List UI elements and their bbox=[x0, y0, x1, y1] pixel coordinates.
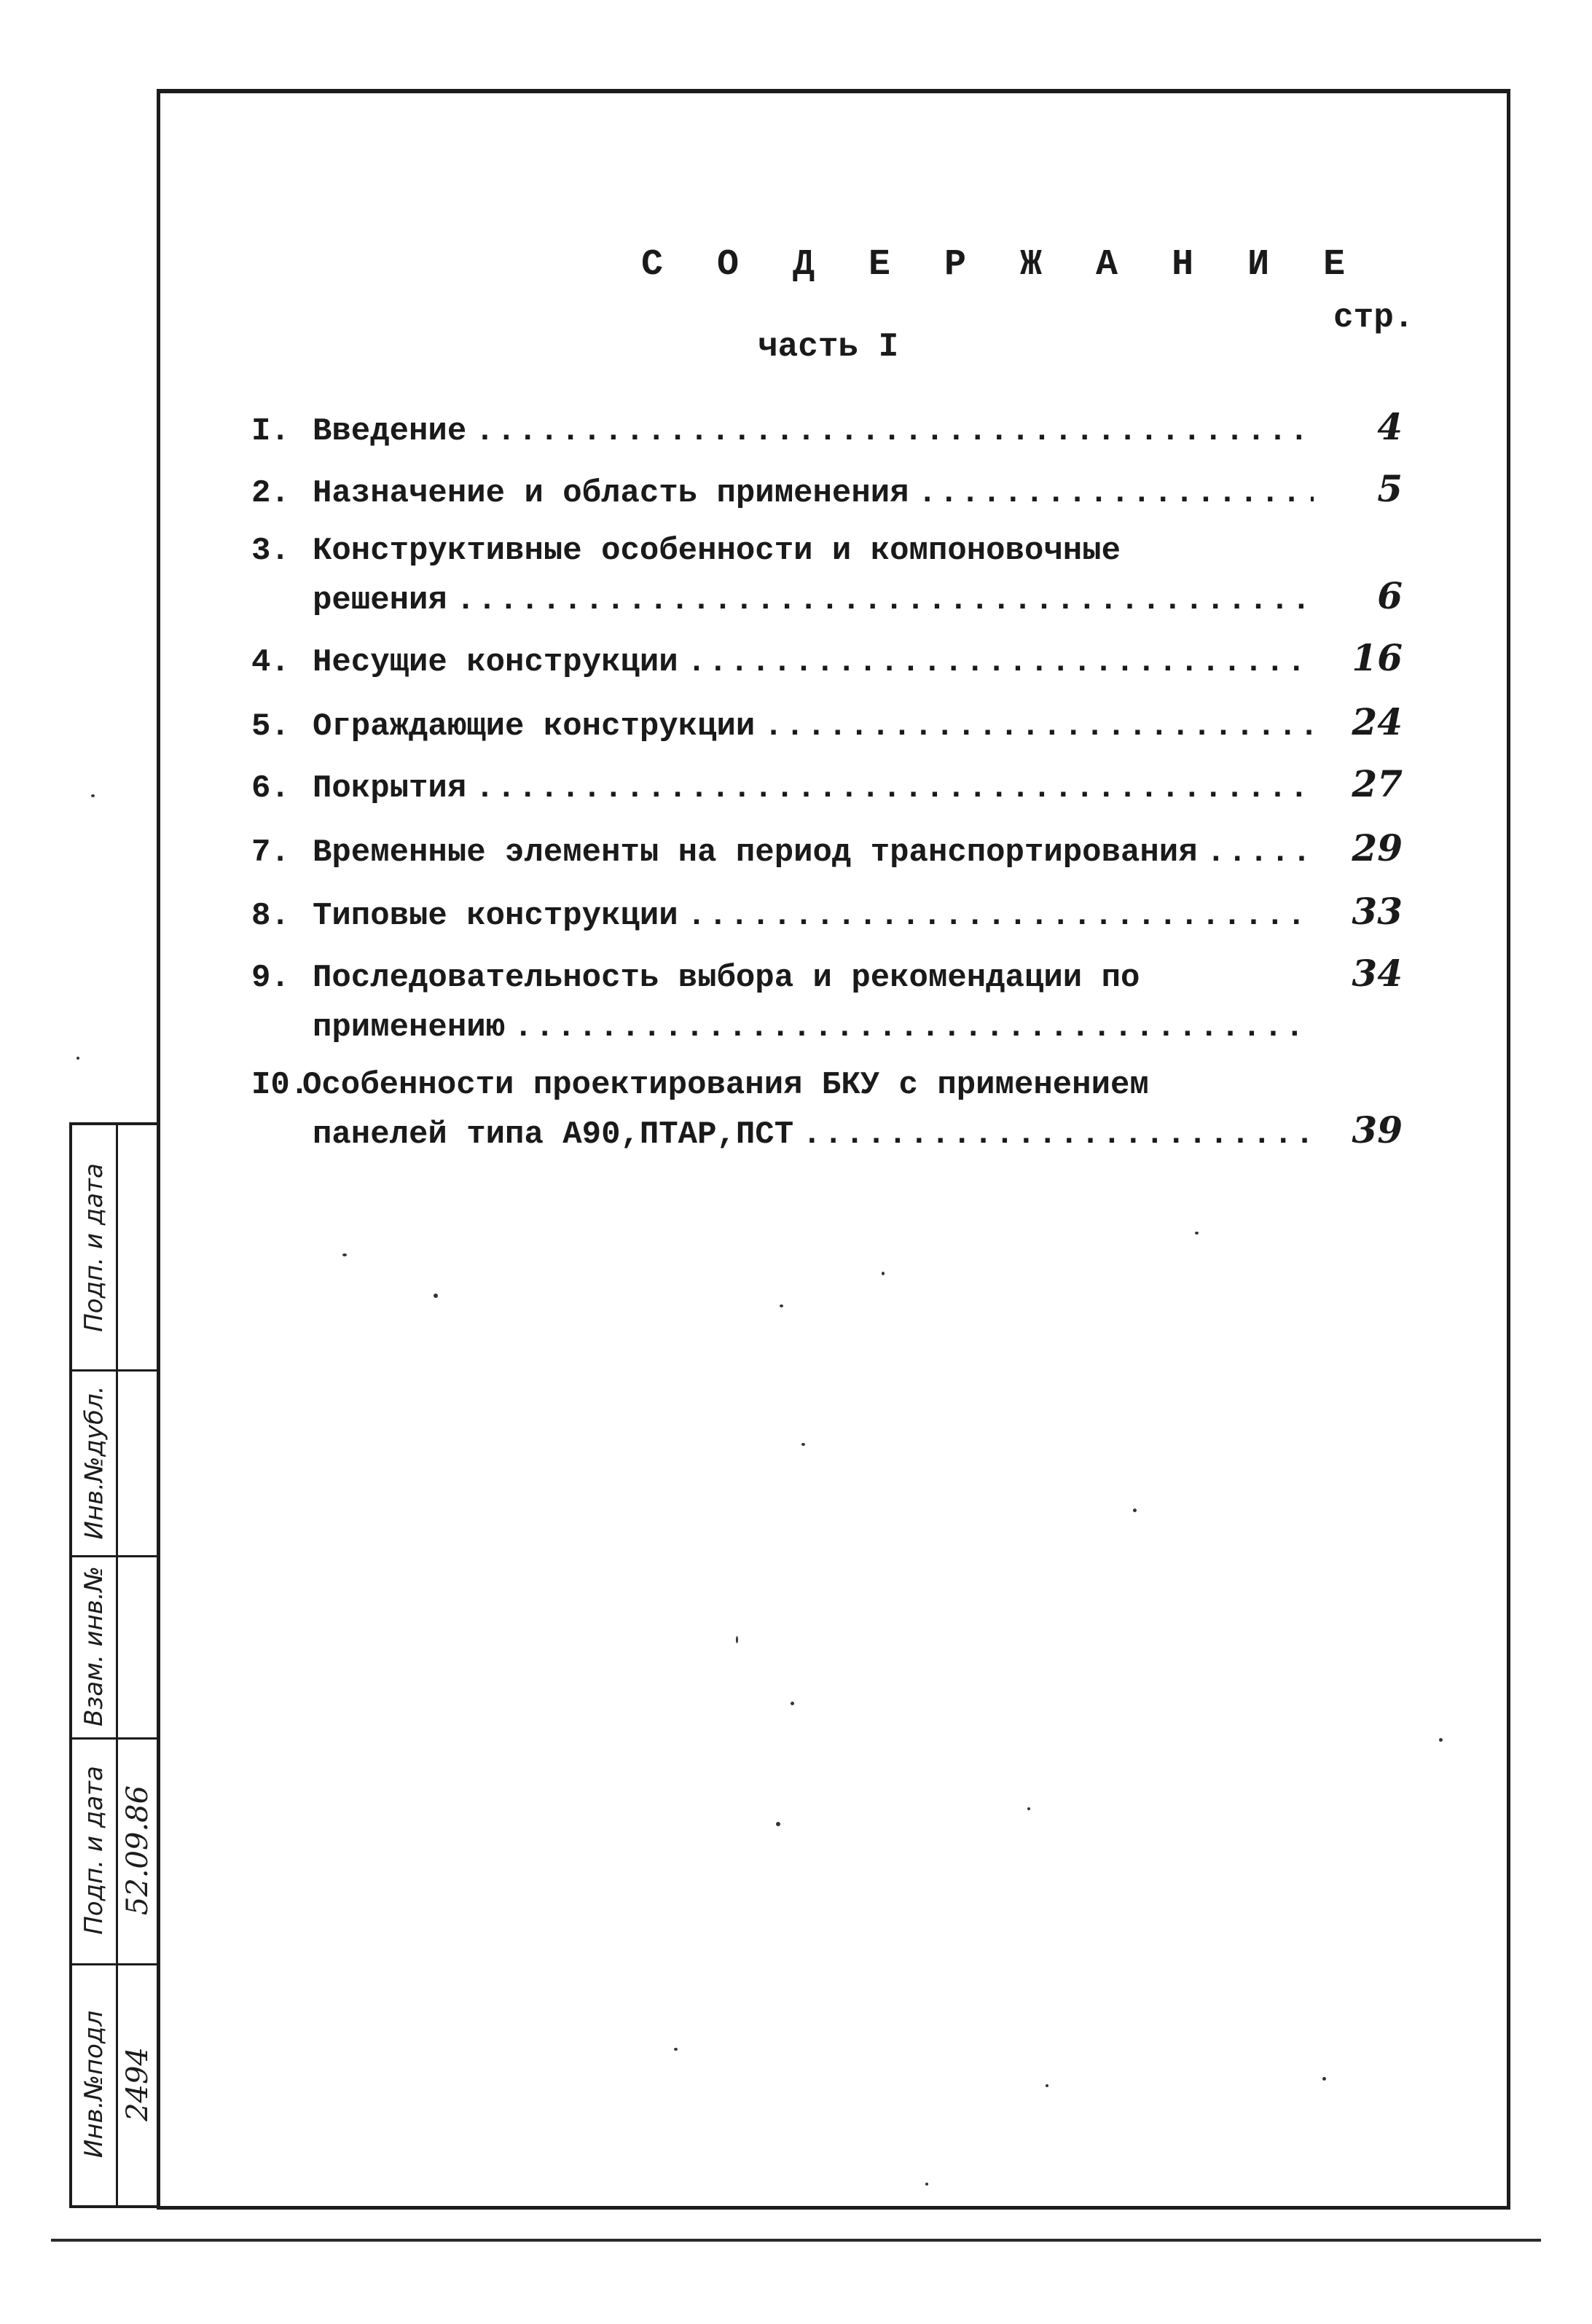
toc-leader bbox=[918, 471, 1314, 516]
scan-speck bbox=[342, 1253, 347, 1256]
stamp-cell bbox=[72, 1963, 116, 2205]
scan-speck bbox=[1439, 1738, 1443, 1742]
toc-entry bbox=[251, 528, 1403, 623]
scan-speck bbox=[1027, 1807, 1030, 1810]
toc-page-number: 5 bbox=[1377, 467, 1403, 510]
toc-entry bbox=[251, 762, 1403, 811]
toc-entry bbox=[251, 826, 1403, 875]
toc-page-number: 39 bbox=[1352, 1108, 1403, 1151]
part-heading: часть I bbox=[758, 328, 899, 366]
toc-entry bbox=[251, 635, 1403, 685]
stamp-cell bbox=[72, 1369, 116, 1555]
toc-leader bbox=[456, 578, 1314, 623]
toc-title: Особенности проектирования БКУ с применением bbox=[302, 1067, 1149, 1103]
toc-number: I. bbox=[251, 413, 290, 450]
scan-speck bbox=[1133, 1509, 1137, 1512]
scan-speck bbox=[925, 2183, 928, 2186]
toc-number: 9. bbox=[251, 960, 290, 996]
stamp-label: Инв.№подл bbox=[79, 2010, 109, 2159]
toc-number: 4. bbox=[251, 644, 290, 681]
stamp-value-cell bbox=[116, 1737, 160, 1963]
toc-page-number: 27 bbox=[1352, 762, 1403, 805]
toc-number: 8. bbox=[251, 898, 290, 934]
toc-page-number: 24 bbox=[1352, 700, 1403, 743]
bottom-rule bbox=[51, 2239, 1541, 2242]
page-title: С О Д Е Р Ж А Н И Е bbox=[641, 244, 1362, 286]
toc-title: Последовательность выбора и рекомендации по bbox=[313, 960, 1140, 996]
scan-speck bbox=[776, 1822, 780, 1826]
toc-title: Ограждающие конструкции bbox=[313, 708, 756, 745]
toc-title-continuation: применению bbox=[313, 1009, 506, 1046]
scan-speck bbox=[91, 794, 95, 797]
toc-page-number: 6 bbox=[1377, 574, 1403, 617]
toc-number: 3. bbox=[251, 533, 290, 569]
toc-number: 6. bbox=[251, 770, 290, 807]
stamp-label: Инв.№дубл. bbox=[79, 1385, 109, 1540]
toc-entry bbox=[251, 889, 1403, 939]
toc-leader bbox=[1207, 830, 1314, 875]
stamp-cell bbox=[72, 1737, 116, 1963]
stamp-value-date: 52.09.86 bbox=[121, 1785, 154, 1916]
toc-title-continuation: решения bbox=[313, 582, 447, 619]
toc-leader bbox=[802, 1112, 1314, 1157]
scan-speck bbox=[801, 1443, 805, 1446]
binding-stamp bbox=[69, 1122, 160, 2208]
scan-speck bbox=[77, 1057, 79, 1060]
scan-speck bbox=[736, 1636, 738, 1643]
toc-title: Временные элементы на период транспортирования bbox=[313, 834, 1198, 871]
toc-number: 7. bbox=[251, 834, 290, 871]
toc-page-number: 33 bbox=[1352, 890, 1403, 933]
scan-speck bbox=[1195, 1232, 1199, 1235]
toc-title: Введение bbox=[313, 413, 467, 450]
toc-title: Покрытия bbox=[313, 770, 467, 807]
toc-page-number: 16 bbox=[1352, 636, 1403, 679]
scan-speck bbox=[434, 1294, 438, 1298]
toc-page-number: 29 bbox=[1352, 826, 1403, 869]
toc-page-number: 34 bbox=[1352, 952, 1403, 995]
toc-leader bbox=[514, 1005, 1314, 1050]
toc-number: I0. bbox=[251, 1067, 310, 1103]
toc-number: 5. bbox=[251, 708, 290, 745]
toc-leader bbox=[764, 704, 1314, 749]
toc-entry bbox=[251, 466, 1403, 516]
toc-title: Типовые конструкции bbox=[313, 898, 678, 934]
toc-title: Назначение и область применения bbox=[313, 475, 909, 512]
toc-entry bbox=[251, 951, 1403, 1050]
toc-leader bbox=[687, 640, 1314, 685]
page-column-label: стр. bbox=[1333, 299, 1414, 337]
toc-leader bbox=[475, 409, 1314, 454]
toc-entry bbox=[251, 1063, 1403, 1157]
scan-speck bbox=[1046, 2084, 1048, 2087]
toc-leader bbox=[475, 766, 1314, 811]
stamp-label: Взам. инв.№ bbox=[79, 1565, 109, 1727]
scan-speck bbox=[791, 1702, 794, 1705]
toc-entry bbox=[251, 700, 1403, 749]
scan-speck bbox=[882, 1272, 885, 1275]
toc-number: 2. bbox=[251, 475, 290, 512]
toc-title-continuation: панелей типа А90,ПТАР,ПСТ bbox=[313, 1116, 794, 1153]
stamp-value-cell bbox=[116, 1963, 160, 2205]
stamp-cell bbox=[72, 1125, 116, 1369]
stamp-cell bbox=[72, 1555, 116, 1737]
toc-entry bbox=[251, 404, 1403, 454]
toc-page-number: 4 bbox=[1377, 405, 1403, 448]
scan-speck bbox=[780, 1304, 783, 1307]
toc-title: Несущие конструкции bbox=[313, 644, 678, 681]
stamp-value-inventory: 2494 bbox=[121, 2047, 155, 2121]
toc-title: Конструктивные особенности и компоновочные bbox=[313, 533, 1121, 569]
stamp-label: Подп. и дата bbox=[79, 1162, 109, 1332]
stamp-label: Подп. и дата bbox=[79, 1766, 109, 1935]
scan-speck bbox=[674, 2048, 678, 2051]
scan-speck bbox=[1322, 2077, 1326, 2081]
toc-leader bbox=[687, 893, 1314, 939]
